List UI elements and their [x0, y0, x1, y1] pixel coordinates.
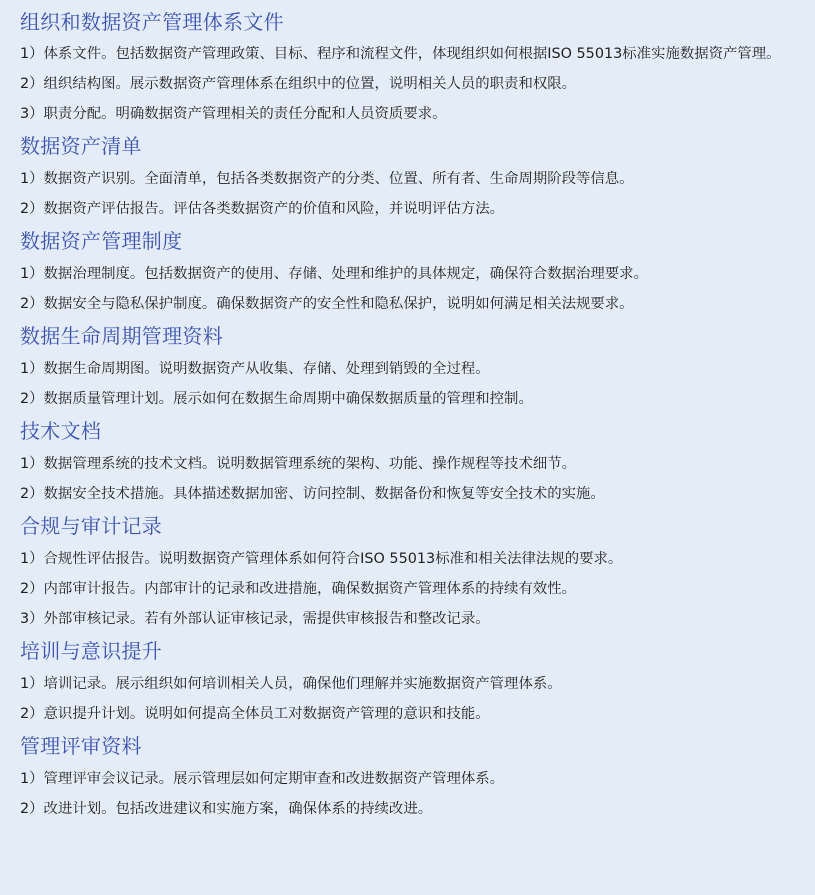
section-heading: 管理评审资料 [20, 734, 142, 758]
list-item: 1）体系文件。包括数据资产管理政策、目标、程序和流程文件，体现组织如何根据ISO 55013标准实施数据资产管理。 [20, 46, 781, 62]
section-heading: 数据资产管理制度 [20, 229, 183, 253]
list-item: 3）外部审核记录。若有外部认证审核记录，需提供审核报告和整改记录。 [20, 611, 490, 627]
section-management-review [20, 732, 801, 824]
list-item: 3）职责分配。明确数据资产管理相关的责任分配和人员资质要求。 [20, 106, 447, 122]
list-item: 1）数据管理系统的技术文档。说明数据管理系统的架构、功能、操作规程等技术细节。 [20, 456, 577, 472]
section-training-awareness [20, 637, 801, 729]
section-heading: 数据生命周期管理资料 [20, 324, 223, 348]
list-item: 2）数据质量管理计划。展示如何在数据生命周期中确保数据质量的管理和控制。 [20, 391, 533, 407]
section-management-policies [20, 227, 801, 319]
section-system-documents [20, 8, 801, 129]
list-item: 2）意识提升计划。说明如何提高全体员工对数据资产管理的意识和技能。 [20, 706, 490, 722]
section-lifecycle-materials [20, 322, 801, 414]
list-item: 2）数据安全技术措施。具体描述数据加密、访问控制、数据备份和恢复等安全技术的实施。 [20, 486, 605, 502]
section-heading: 组织和数据资产管理体系文件 [20, 10, 284, 34]
section-heading: 技术文档 [20, 419, 102, 443]
list-item: 2）数据资产评估报告。评估各类数据资产的价值和风险，并说明评估方法。 [20, 201, 505, 217]
section-heading: 培训与意识提升 [20, 639, 163, 663]
section-heading: 合规与审计记录 [20, 514, 163, 538]
section-asset-inventory [20, 132, 801, 224]
list-item: 1）合规性评估报告。说明数据资产管理体系如何符合ISO 55013标准和相关法律法规的要求。 [20, 551, 623, 567]
list-item: 2）数据安全与隐私保护制度。确保数据资产的安全性和隐私保护，说明如何满足相关法规要求。 [20, 296, 634, 312]
list-item: 1）数据资产识别。全面清单，包括各类数据资产的分类、位置、所有者、生命周期阶段等信息。 [20, 171, 634, 187]
section-heading: 数据资产清单 [20, 134, 142, 158]
section-technical-docs [20, 417, 801, 509]
list-item: 2）内部审计报告。内部审计的记录和改进措施，确保数据资产管理体系的持续有效性。 [20, 581, 577, 597]
list-item: 1）数据生命周期图。说明数据资产从收集、存储、处理到销毁的全过程。 [20, 361, 490, 377]
list-item: 1）管理评审会议记录。展示管理层如何定期审查和改进数据资产管理体系。 [20, 771, 505, 787]
list-item: 2）改进计划。包括改进建议和实施方案，确保体系的持续改进。 [20, 801, 433, 817]
list-item: 1）培训记录。展示组织如何培训相关人员，确保他们理解并实施数据资产管理体系。 [20, 676, 562, 692]
list-item: 2）组织结构图。展示数据资产管理体系在组织中的位置，说明相关人员的职责和权限。 [20, 76, 577, 92]
section-compliance-audit [20, 512, 801, 634]
list-item: 1）数据治理制度。包括数据资产的使用、存储、处理和维护的具体规定，确保符合数据治理要求。 [20, 266, 648, 282]
